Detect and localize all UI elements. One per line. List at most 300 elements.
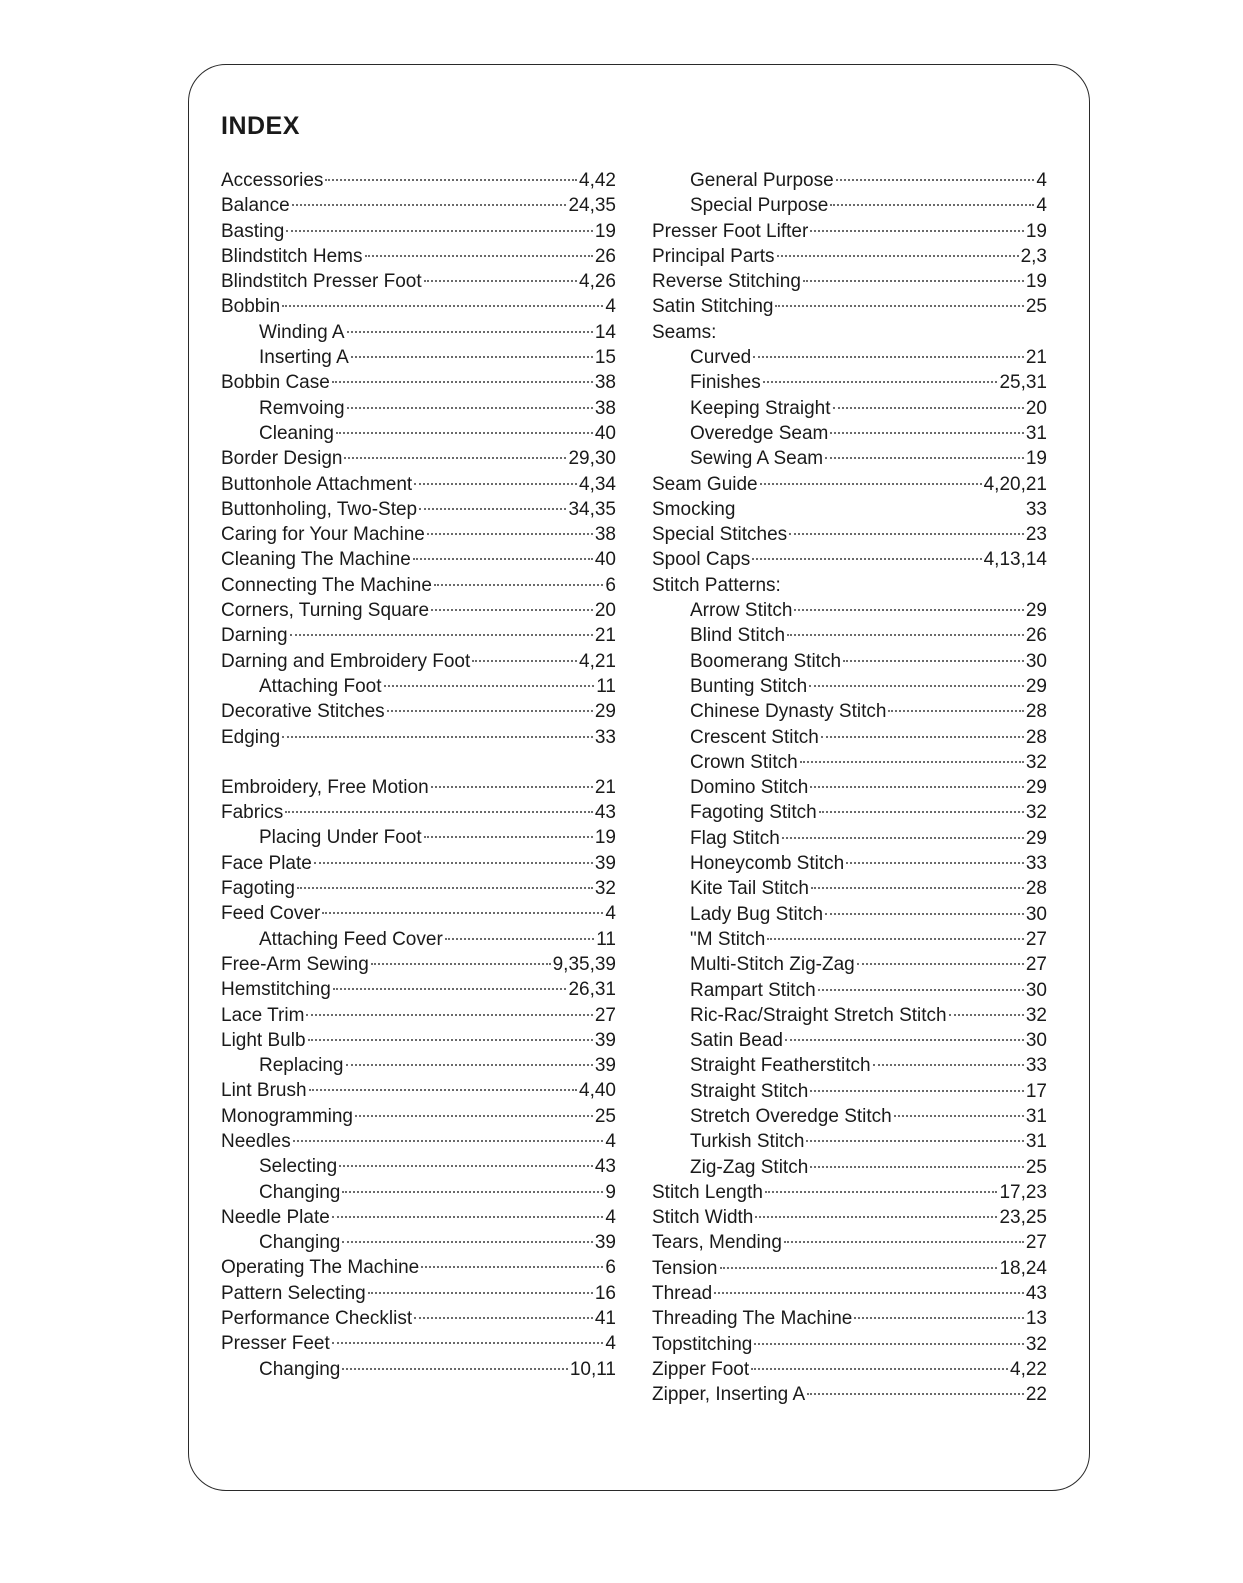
entry-pages: 4,34 xyxy=(579,473,616,495)
entry-term: Blindstitch Hems xyxy=(221,245,363,267)
index-subentry xyxy=(652,674,1047,699)
entry-pages: 31 xyxy=(1025,1105,1047,1127)
dot-leader xyxy=(314,862,593,864)
entry-pages: 9,35,39 xyxy=(552,953,616,975)
entry-term: Inserting A xyxy=(259,347,349,369)
dot-leader xyxy=(825,457,1024,459)
entry-term: Feed Cover xyxy=(221,903,321,925)
index-entry xyxy=(221,598,616,623)
dot-leader xyxy=(431,609,593,611)
index-entry xyxy=(221,1104,616,1129)
dot-leader xyxy=(753,356,1024,358)
index-entry xyxy=(652,269,1047,294)
dot-leader xyxy=(755,1216,997,1218)
dot-leader xyxy=(810,230,1024,232)
entry-pages: 40 xyxy=(594,422,616,444)
dot-leader xyxy=(810,1090,1024,1092)
index-subentry xyxy=(221,396,616,421)
dot-leader xyxy=(419,508,566,510)
dot-leader xyxy=(387,710,593,712)
entry-pages: 23 xyxy=(1025,524,1047,546)
entry-term: Arrow Stitch xyxy=(690,600,793,622)
entry-pages: 4 xyxy=(605,1206,616,1228)
index-subentry xyxy=(652,775,1047,800)
index-entry xyxy=(652,522,1047,547)
page-title: INDEX xyxy=(221,112,300,140)
dot-leader xyxy=(427,533,593,535)
entry-pages: 14 xyxy=(594,321,616,343)
entry-term: "M Stitch xyxy=(690,928,766,950)
index-entry xyxy=(652,1382,1047,1407)
index-entry xyxy=(652,472,1047,497)
entry-pages: 33 xyxy=(1025,1055,1047,1077)
dot-leader xyxy=(718,331,1045,333)
entry-pages: 32 xyxy=(1025,802,1047,824)
entry-term: Overedge Seam xyxy=(690,422,829,444)
dot-leader xyxy=(434,584,604,586)
entry-term: Flag Stitch xyxy=(690,827,780,849)
entry-term: Cleaning The Machine xyxy=(221,549,411,571)
entry-term: Attaching Feed Cover xyxy=(259,928,443,950)
dot-leader xyxy=(784,1241,1024,1243)
entry-pages: 26,31 xyxy=(568,979,616,1001)
dot-leader xyxy=(873,1064,1024,1066)
entry-pages: 4,21 xyxy=(579,650,616,672)
dot-leader xyxy=(843,660,1024,662)
entry-pages: 26 xyxy=(594,245,616,267)
dot-leader xyxy=(785,1039,1024,1041)
entry-pages: 19 xyxy=(594,220,616,242)
dot-leader xyxy=(789,533,1024,535)
entry-term: Stitch Width xyxy=(652,1207,754,1229)
entry-term: Spool Caps xyxy=(652,549,751,571)
section-gap xyxy=(221,750,616,775)
index-subentry xyxy=(221,825,616,850)
entry-pages: 17 xyxy=(1025,1080,1047,1102)
index-subentry xyxy=(221,345,616,370)
entry-pages: 17,23 xyxy=(999,1181,1047,1203)
entry-term: Changing xyxy=(259,1181,341,1203)
entry-term: Decorative Stitches xyxy=(221,701,385,723)
dot-leader xyxy=(297,887,593,889)
index-subentry xyxy=(652,370,1047,395)
index-entry xyxy=(652,1281,1047,1306)
entry-term: Buttonhole Attachment xyxy=(221,473,413,495)
entry-term: Zipper, Inserting A xyxy=(652,1384,806,1406)
index-column-right xyxy=(652,168,1047,1408)
entry-term: Operating The Machine xyxy=(221,1257,420,1279)
entry-pages: 30 xyxy=(1025,903,1047,925)
dot-leader xyxy=(290,634,593,636)
entry-pages: 29 xyxy=(1025,600,1047,622)
entry-pages: 20 xyxy=(594,600,616,622)
entry-term: Ric-Rac/Straight Stretch Stitch xyxy=(690,1004,947,1026)
entry-pages: 32 xyxy=(1025,751,1047,773)
entry-pages: 27 xyxy=(1025,1232,1047,1254)
dot-leader xyxy=(286,230,592,232)
dot-leader xyxy=(414,1317,593,1319)
entry-term: Pattern Selecting xyxy=(221,1282,366,1304)
entry-pages: 29 xyxy=(594,701,616,723)
index-entry xyxy=(221,623,616,648)
entry-pages: 21 xyxy=(594,776,616,798)
entry-term: Fabrics xyxy=(221,802,284,824)
dot-leader xyxy=(342,1191,603,1193)
index-entry xyxy=(221,1255,616,1280)
entry-term: Chinese Dynasty Stitch xyxy=(690,701,887,723)
index-entry xyxy=(221,775,616,800)
dot-leader xyxy=(347,407,593,409)
entry-pages: 38 xyxy=(594,397,616,419)
index-entry xyxy=(221,649,616,674)
entry-term: Cleaning xyxy=(259,422,334,444)
index-entry xyxy=(652,1306,1047,1331)
dot-leader xyxy=(810,1166,1024,1168)
index-entry xyxy=(221,876,616,901)
entry-pages: 33 xyxy=(1025,498,1047,520)
entry-term: Bunting Stitch xyxy=(690,675,808,697)
entry-pages: 30 xyxy=(1025,650,1047,672)
entry-term: Zipper Foot xyxy=(652,1358,750,1380)
index-subentry xyxy=(652,876,1047,901)
entry-pages: 32 xyxy=(1025,1333,1047,1355)
index-entry xyxy=(221,1078,616,1103)
dot-leader xyxy=(833,407,1024,409)
entry-term: Fagoting xyxy=(221,878,295,900)
entry-term: Face Plate xyxy=(221,852,312,874)
dot-leader xyxy=(763,381,998,383)
dot-leader xyxy=(332,1216,604,1218)
index-subentry xyxy=(652,1104,1047,1129)
entry-term: Replacing xyxy=(259,1055,344,1077)
entry-pages: 16 xyxy=(594,1282,616,1304)
entry-term: Border Design xyxy=(221,448,343,470)
entry-pages: 6 xyxy=(605,1257,616,1279)
entry-pages: 27 xyxy=(1025,928,1047,950)
entry-term: Tears, Mending xyxy=(652,1232,782,1254)
entry-pages: 20 xyxy=(1025,397,1047,419)
dot-leader xyxy=(854,1317,1024,1319)
index-entry xyxy=(652,294,1047,319)
entry-term: Selecting xyxy=(259,1156,338,1178)
entry-term: Bobbin xyxy=(221,296,281,318)
entry-pages: 4 xyxy=(1036,195,1047,217)
entry-term: Special Stitches xyxy=(652,524,788,546)
entry-pages: 34,35 xyxy=(568,498,616,520)
dot-leader xyxy=(760,483,982,485)
dot-leader xyxy=(306,1014,592,1016)
index-entry xyxy=(221,800,616,825)
entry-pages: 43 xyxy=(594,802,616,824)
dot-leader xyxy=(830,204,1034,206)
entry-term: Straight Stitch xyxy=(690,1080,809,1102)
entry-pages: 4,20,21 xyxy=(983,473,1047,495)
entry-term: Placing Under Foot xyxy=(259,827,422,849)
index-entry xyxy=(221,472,616,497)
entry-term: Presser Feet xyxy=(221,1333,330,1355)
entry-term: Kite Tail Stitch xyxy=(690,878,809,900)
entry-term: Accessories xyxy=(221,170,324,191)
dot-leader xyxy=(754,1343,1024,1345)
index-subentry xyxy=(652,725,1047,750)
dot-leader xyxy=(765,1191,998,1193)
dot-leader xyxy=(282,305,603,307)
index-entry xyxy=(221,725,616,750)
dot-leader xyxy=(309,1089,577,1091)
dot-leader xyxy=(752,558,981,560)
entry-pages: 30 xyxy=(1025,1030,1047,1052)
entry-term: Performance Checklist xyxy=(221,1308,413,1330)
entry-term: Reverse Stitching xyxy=(652,271,801,293)
index-subentry xyxy=(221,1230,616,1255)
dot-leader xyxy=(413,558,593,560)
entry-pages: 11 xyxy=(596,928,616,950)
index-entry xyxy=(652,1357,1047,1382)
entry-term: Lint Brush xyxy=(221,1080,307,1102)
entry-pages: 4,26 xyxy=(579,271,616,293)
entry-term: Light Bulb xyxy=(221,1029,306,1051)
entry-pages: 2,3 xyxy=(1020,245,1047,267)
dot-leader xyxy=(308,1039,593,1041)
index-entry xyxy=(652,1230,1047,1255)
index-subentry xyxy=(221,421,616,446)
entry-term: Changing xyxy=(259,1358,341,1380)
index-entry xyxy=(221,1281,616,1306)
entry-term: Darning xyxy=(221,625,288,647)
entry-pages: 25 xyxy=(1025,1156,1047,1178)
entry-term: Threading The Machine xyxy=(652,1308,853,1330)
index-subentry xyxy=(652,446,1047,471)
dot-leader xyxy=(782,837,1024,839)
dot-leader xyxy=(414,483,577,485)
dot-leader xyxy=(767,938,1023,940)
entry-pages: 18,24 xyxy=(999,1257,1047,1279)
entry-pages: 23,25 xyxy=(999,1207,1047,1229)
entry-pages: 21 xyxy=(594,625,616,647)
entry-pages: 29 xyxy=(1025,777,1047,799)
index-entry xyxy=(221,573,616,598)
dot-leader xyxy=(325,179,577,181)
entry-term: Smocking xyxy=(652,498,736,520)
entry-term: Remvoing xyxy=(259,397,345,419)
entry-term: Edging xyxy=(221,726,281,748)
index-subentry xyxy=(221,1053,616,1078)
entry-pages: 28 xyxy=(1025,726,1047,748)
entry-term: Lady Bug Stitch xyxy=(690,903,824,925)
entry-term: Zig-Zag Stitch xyxy=(690,1156,809,1178)
dot-leader xyxy=(445,938,595,940)
entry-term: Fagoting Stitch xyxy=(690,802,817,824)
entry-term: Winding A xyxy=(259,321,345,343)
dot-leader xyxy=(787,634,1024,636)
entry-pages: 22 xyxy=(1025,1384,1047,1406)
index-subentry xyxy=(652,750,1047,775)
entry-pages: 4,22 xyxy=(1010,1358,1047,1380)
entry-term: Satin Bead xyxy=(690,1030,783,1052)
entry-pages: 29,30 xyxy=(568,448,616,470)
dot-leader xyxy=(806,1140,1023,1142)
dot-leader xyxy=(424,836,593,838)
index-entry xyxy=(221,1331,616,1356)
dot-leader xyxy=(751,1368,1008,1370)
dot-leader xyxy=(888,710,1023,712)
entry-term: Attaching Foot xyxy=(259,675,382,697)
dot-leader xyxy=(810,786,1024,788)
index-subentry xyxy=(652,826,1047,851)
entry-term: Caring for Your Machine xyxy=(221,524,425,546)
entry-term: Hemstitching xyxy=(221,979,331,1001)
dot-leader xyxy=(365,255,593,257)
entry-pages: 19 xyxy=(1025,220,1047,242)
dot-leader xyxy=(339,1165,593,1167)
entry-pages: 28 xyxy=(1025,701,1047,723)
dot-leader xyxy=(777,255,1019,257)
entry-term: Special Purpose xyxy=(690,195,829,217)
dot-leader xyxy=(846,862,1024,864)
entry-pages: 25,31 xyxy=(999,372,1047,394)
entry-pages: 4 xyxy=(605,1333,616,1355)
entry-term: Balance xyxy=(221,195,290,217)
entry-term: Bobbin Case xyxy=(221,372,330,394)
entry-term: Stitch Patterns: xyxy=(652,574,781,596)
dot-leader xyxy=(737,508,1023,510)
entry-term: Multi-Stitch Zig-Zag xyxy=(690,954,855,976)
index-entry xyxy=(221,370,616,395)
dot-leader xyxy=(384,685,595,687)
entry-pages: 4,13,14 xyxy=(983,549,1047,571)
index-entry xyxy=(221,193,616,218)
entry-term: Curved xyxy=(690,347,752,369)
index-entry xyxy=(221,952,616,977)
entry-term: Sewing A Seam xyxy=(690,448,824,470)
dot-leader xyxy=(775,305,1023,307)
entry-pages: 26 xyxy=(1025,625,1047,647)
entry-pages: 38 xyxy=(594,372,616,394)
dot-leader xyxy=(368,1292,593,1294)
entry-pages: 41 xyxy=(594,1308,616,1330)
entry-term: Domino Stitch xyxy=(690,777,809,799)
entry-term: Seam Guide xyxy=(652,473,758,495)
entry-term: Presser Foot Lifter xyxy=(652,220,809,242)
index-subentry xyxy=(221,1357,616,1382)
dot-leader xyxy=(472,660,577,662)
dot-leader xyxy=(424,280,577,282)
dot-leader xyxy=(342,1368,568,1370)
entry-term: Stitch Length xyxy=(652,1181,763,1203)
entry-term: Straight Featherstitch xyxy=(690,1055,871,1077)
dot-leader xyxy=(336,432,593,434)
entry-term: Darning and Embroidery Foot xyxy=(221,650,471,672)
entry-pages: 33 xyxy=(594,726,616,748)
entry-term: Keeping Straight xyxy=(690,397,831,419)
entry-term: Needles xyxy=(221,1130,291,1152)
entry-term: Crown Stitch xyxy=(690,751,798,773)
entry-pages: 19 xyxy=(1025,271,1047,293)
index-entry xyxy=(652,244,1047,269)
index-entry xyxy=(221,699,616,724)
dot-leader xyxy=(800,761,1024,763)
entry-term: General Purpose xyxy=(690,170,834,191)
entry-term: Finishes xyxy=(690,372,761,394)
entry-pages: 32 xyxy=(1025,1004,1047,1026)
entry-term: Monogramming xyxy=(221,1105,353,1127)
dot-leader xyxy=(720,1267,998,1269)
index-subentry xyxy=(652,927,1047,952)
index-subentry xyxy=(652,598,1047,623)
index-entry xyxy=(652,320,1047,345)
entry-term: Crescent Stitch xyxy=(690,726,819,748)
index-subentry xyxy=(652,421,1047,446)
dot-leader xyxy=(332,381,593,383)
entry-pages: 27 xyxy=(594,1004,616,1026)
entry-term: Lace Trim xyxy=(221,1004,305,1026)
index-subentry xyxy=(221,927,616,952)
entry-term: Satin Stitching xyxy=(652,296,774,318)
entry-pages: 30 xyxy=(1025,979,1047,1001)
index-entry xyxy=(652,547,1047,572)
index-entry xyxy=(221,497,616,522)
index-entry xyxy=(221,269,616,294)
dot-leader xyxy=(346,1064,593,1066)
entry-term: Principal Parts xyxy=(652,245,775,267)
dot-leader xyxy=(371,963,551,965)
entry-pages: 10,11 xyxy=(569,1358,616,1380)
index-subentry xyxy=(652,623,1047,648)
index-entry xyxy=(652,497,1047,522)
index-subentry xyxy=(652,699,1047,724)
entry-pages: 25 xyxy=(1025,296,1047,318)
index-subentry xyxy=(652,1003,1047,1028)
dot-leader xyxy=(836,179,1035,181)
entry-pages: 29 xyxy=(1025,827,1047,849)
entry-term: Stretch Overedge Stitch xyxy=(690,1105,892,1127)
dot-leader xyxy=(857,963,1024,965)
dot-leader xyxy=(347,331,593,333)
index-entry xyxy=(652,219,1047,244)
index-subentry xyxy=(221,320,616,345)
entry-pages: 38 xyxy=(594,524,616,546)
index-column-left xyxy=(221,168,616,1382)
dot-leader xyxy=(351,356,593,358)
index-entry xyxy=(221,1205,616,1230)
entry-pages: 43 xyxy=(594,1156,616,1178)
index-entry xyxy=(221,1003,616,1028)
entry-pages: 39 xyxy=(594,852,616,874)
dot-leader xyxy=(783,584,1045,586)
dot-leader xyxy=(807,1393,1024,1395)
entry-pages: 4 xyxy=(605,1130,616,1152)
entry-pages: 19 xyxy=(594,827,616,849)
entry-pages: 31 xyxy=(1025,422,1047,444)
entry-pages: 15 xyxy=(594,347,616,369)
index-subentry xyxy=(652,1028,1047,1053)
index-subentry xyxy=(221,674,616,699)
index-entry xyxy=(221,1306,616,1331)
index-subentry xyxy=(652,978,1047,1003)
index-entry xyxy=(221,244,616,269)
entry-pages: 25 xyxy=(594,1105,616,1127)
entry-pages: 11 xyxy=(596,675,616,697)
index-subentry xyxy=(652,1155,1047,1180)
entry-pages: 32 xyxy=(594,878,616,900)
entry-pages: 4 xyxy=(605,296,616,318)
entry-pages: 39 xyxy=(594,1232,616,1254)
dot-leader xyxy=(949,1014,1024,1016)
dot-leader xyxy=(794,609,1023,611)
index-entry xyxy=(652,1180,1047,1205)
entry-pages: 33 xyxy=(1025,853,1047,875)
index-subentry xyxy=(652,396,1047,421)
